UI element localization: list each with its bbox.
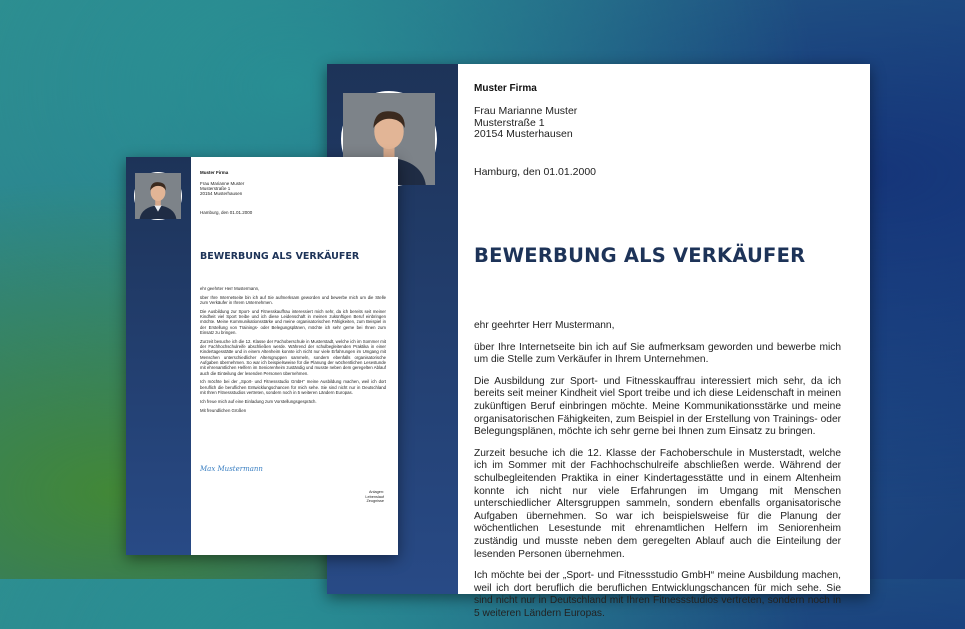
letter-body <box>200 286 386 416</box>
salutation: ehr geehrter Herr Mustermann, <box>200 286 260 291</box>
paragraph: Zurzeit besuche ich die 12. Klasse der Fachoberschule in Musterstadt, welche ich im Sommer mit der Fachhochschulreife abschließen werde. Während der schulbegleitenden Praktika in einer Kindertagesstätte und in einem Altenheim konnte ich nicht nur viele Erfahrungen im Umgang mit Menschen unterschiedlicher Altersgruppen sammeln, sondern ebenfalls organisatorische Aufgaben übernehmen. So war ich beispielsweise für die Planung der wöchentlichen Lesestunde mit ehrenamtlichen Helfern im Seniorenheim zuständig und musste neben dem geregelten Ablauf auch die Einteilung der lesenden Personen übernehmen. <box>200 338 386 376</box>
company-name: Muster Firma <box>474 83 537 94</box>
recipient-street: Musterstraße 1 <box>474 116 545 129</box>
recipient-street: Musterstraße 1 <box>200 186 231 192</box>
recipient-address <box>200 181 244 197</box>
paragraph: über Ihre Internetseite bin ich auf Sie aufmerksam geworden und bewerbe mich um die Stelle zum Verkäufer in Ihrem Unternehmen. <box>200 294 386 306</box>
paragraph: Die Ausbildung zur Sport- und Fitnesskauffrau interessiert mich sehr, da ich bereits seit meiner Kindheit viel Sport treibe und ich diese Leidenschaft in meinen zukünftigen Beruf einbringen möchte. Meine Kommunikationsstärke und meine organisatorischen Fähigkeiten, zum Beispiel in der Erstellung von Trainings- oder Belegungsplänen, möchte ich sehr gerne bei Ihnen zum Einsatz zu bringen. <box>200 308 386 336</box>
signature: Max Mustermann <box>200 465 263 473</box>
date-line: Hamburg, den 01.01.2000 <box>200 210 253 215</box>
attachment-item: Lebenslauf <box>365 494 384 499</box>
attachment-item: Zeugnisse <box>366 499 384 504</box>
sidebar-panel <box>126 157 191 555</box>
paragraph: Ich möchte bei der „Sport- und Fitnessstudio GmbH“ meine Ausbildung machen, weil ich dort beruflich die beruflichen Entwicklungschancen für mich sehe. Sie sind nicht nur in Deutschland mit Ihren Fitnessstudios vertreten, sondern noch in 5 weiteren Ländern Europas. <box>200 379 386 396</box>
attachments-label: Anlagen: <box>369 490 384 494</box>
attachments <box>365 490 384 504</box>
letter-body <box>474 320 841 629</box>
recipient-city: 20154 Musterhausen <box>474 128 573 140</box>
recipient-address <box>474 106 577 141</box>
salutation: ehr geehrter Herr Mustermann, <box>474 320 615 331</box>
paragraph: über Ihre Internetseite bin ich auf Sie aufmerksam geworden und bewerbe mich um die Stelle zum Verkäufer in Ihrem Unternehmen. <box>474 341 841 366</box>
date-line: Hamburg, den 01.01.2000 <box>474 166 597 178</box>
paragraph: Ich möchte bei der „Sport- und Fitnessstudio GmbH“ meine Ausbildung machen, weil ich dort beruflich die beruflichen Entwicklungschancen für mich sehe. Sie sind nicht nur in Deutschland mit Ihren Fitnessstudios vertreten, sondern noch in 5 weiteren Ländern Europas. <box>474 570 841 619</box>
closing: Mit freundlichen Grüßen <box>200 407 247 413</box>
applicant-photo <box>134 172 182 220</box>
headline: BEWERBUNG ALS VERKÄUFER <box>200 251 360 262</box>
paragraph: Ich freue mich auf eine Einladung zum Vorstellungsgespräch. <box>200 398 317 404</box>
recipient-name: Frau Marianne Muster <box>200 181 245 186</box>
cover-letter-large <box>327 64 870 619</box>
recipient-name: Frau Marianne Muster <box>474 105 578 117</box>
headline: BEWERBUNG ALS VERKÄUFER <box>474 244 806 267</box>
recipient-city: 20154 Musterhausen <box>200 191 243 197</box>
paragraph: Zurzeit besuche ich die 12. Klasse der Fachoberschule in Musterstadt, welche ich im Sommer mit der Fachhochschulreife abschließen werde. Während der schulbegleitenden Praktika in einer Kindertagesstätte und in einem Altenheim konnte ich nicht nur viele Erfahrungen im Umgang mit Menschen unterschiedlicher Altersgruppen sammeln, sondern ebenfalls organisatorische Aufgaben übernehmen. So war ich beispielsweise für die Planung der wöchentlichen Lesestunde mit ehrenamtlichen Helfern im Seniorenheim zuständig und musste neben dem geregelten Ablauf auch die Einteilung der lesenden Personen übernehmen. <box>474 447 841 560</box>
cover-letter-small <box>126 157 398 555</box>
paragraph: Die Ausbildung zur Sport- und Fitnesskauffrau interessiert mich sehr, da ich bereits seit meiner Kindheit viel Sport treibe und ich diese Leidenschaft in meinen zukünftigen Beruf einbringen möchte. Meine Kommunikationsstärke und meine organisatorischen Fähigkeiten, zum Beispiel in der Erstellung von Trainings- oder Belegungsplänen, möchte ich sehr gerne bei Ihnen zum Einsatz zu bringen. <box>474 375 841 438</box>
company-name: Muster Firma <box>200 170 229 175</box>
portrait-image <box>135 173 181 219</box>
